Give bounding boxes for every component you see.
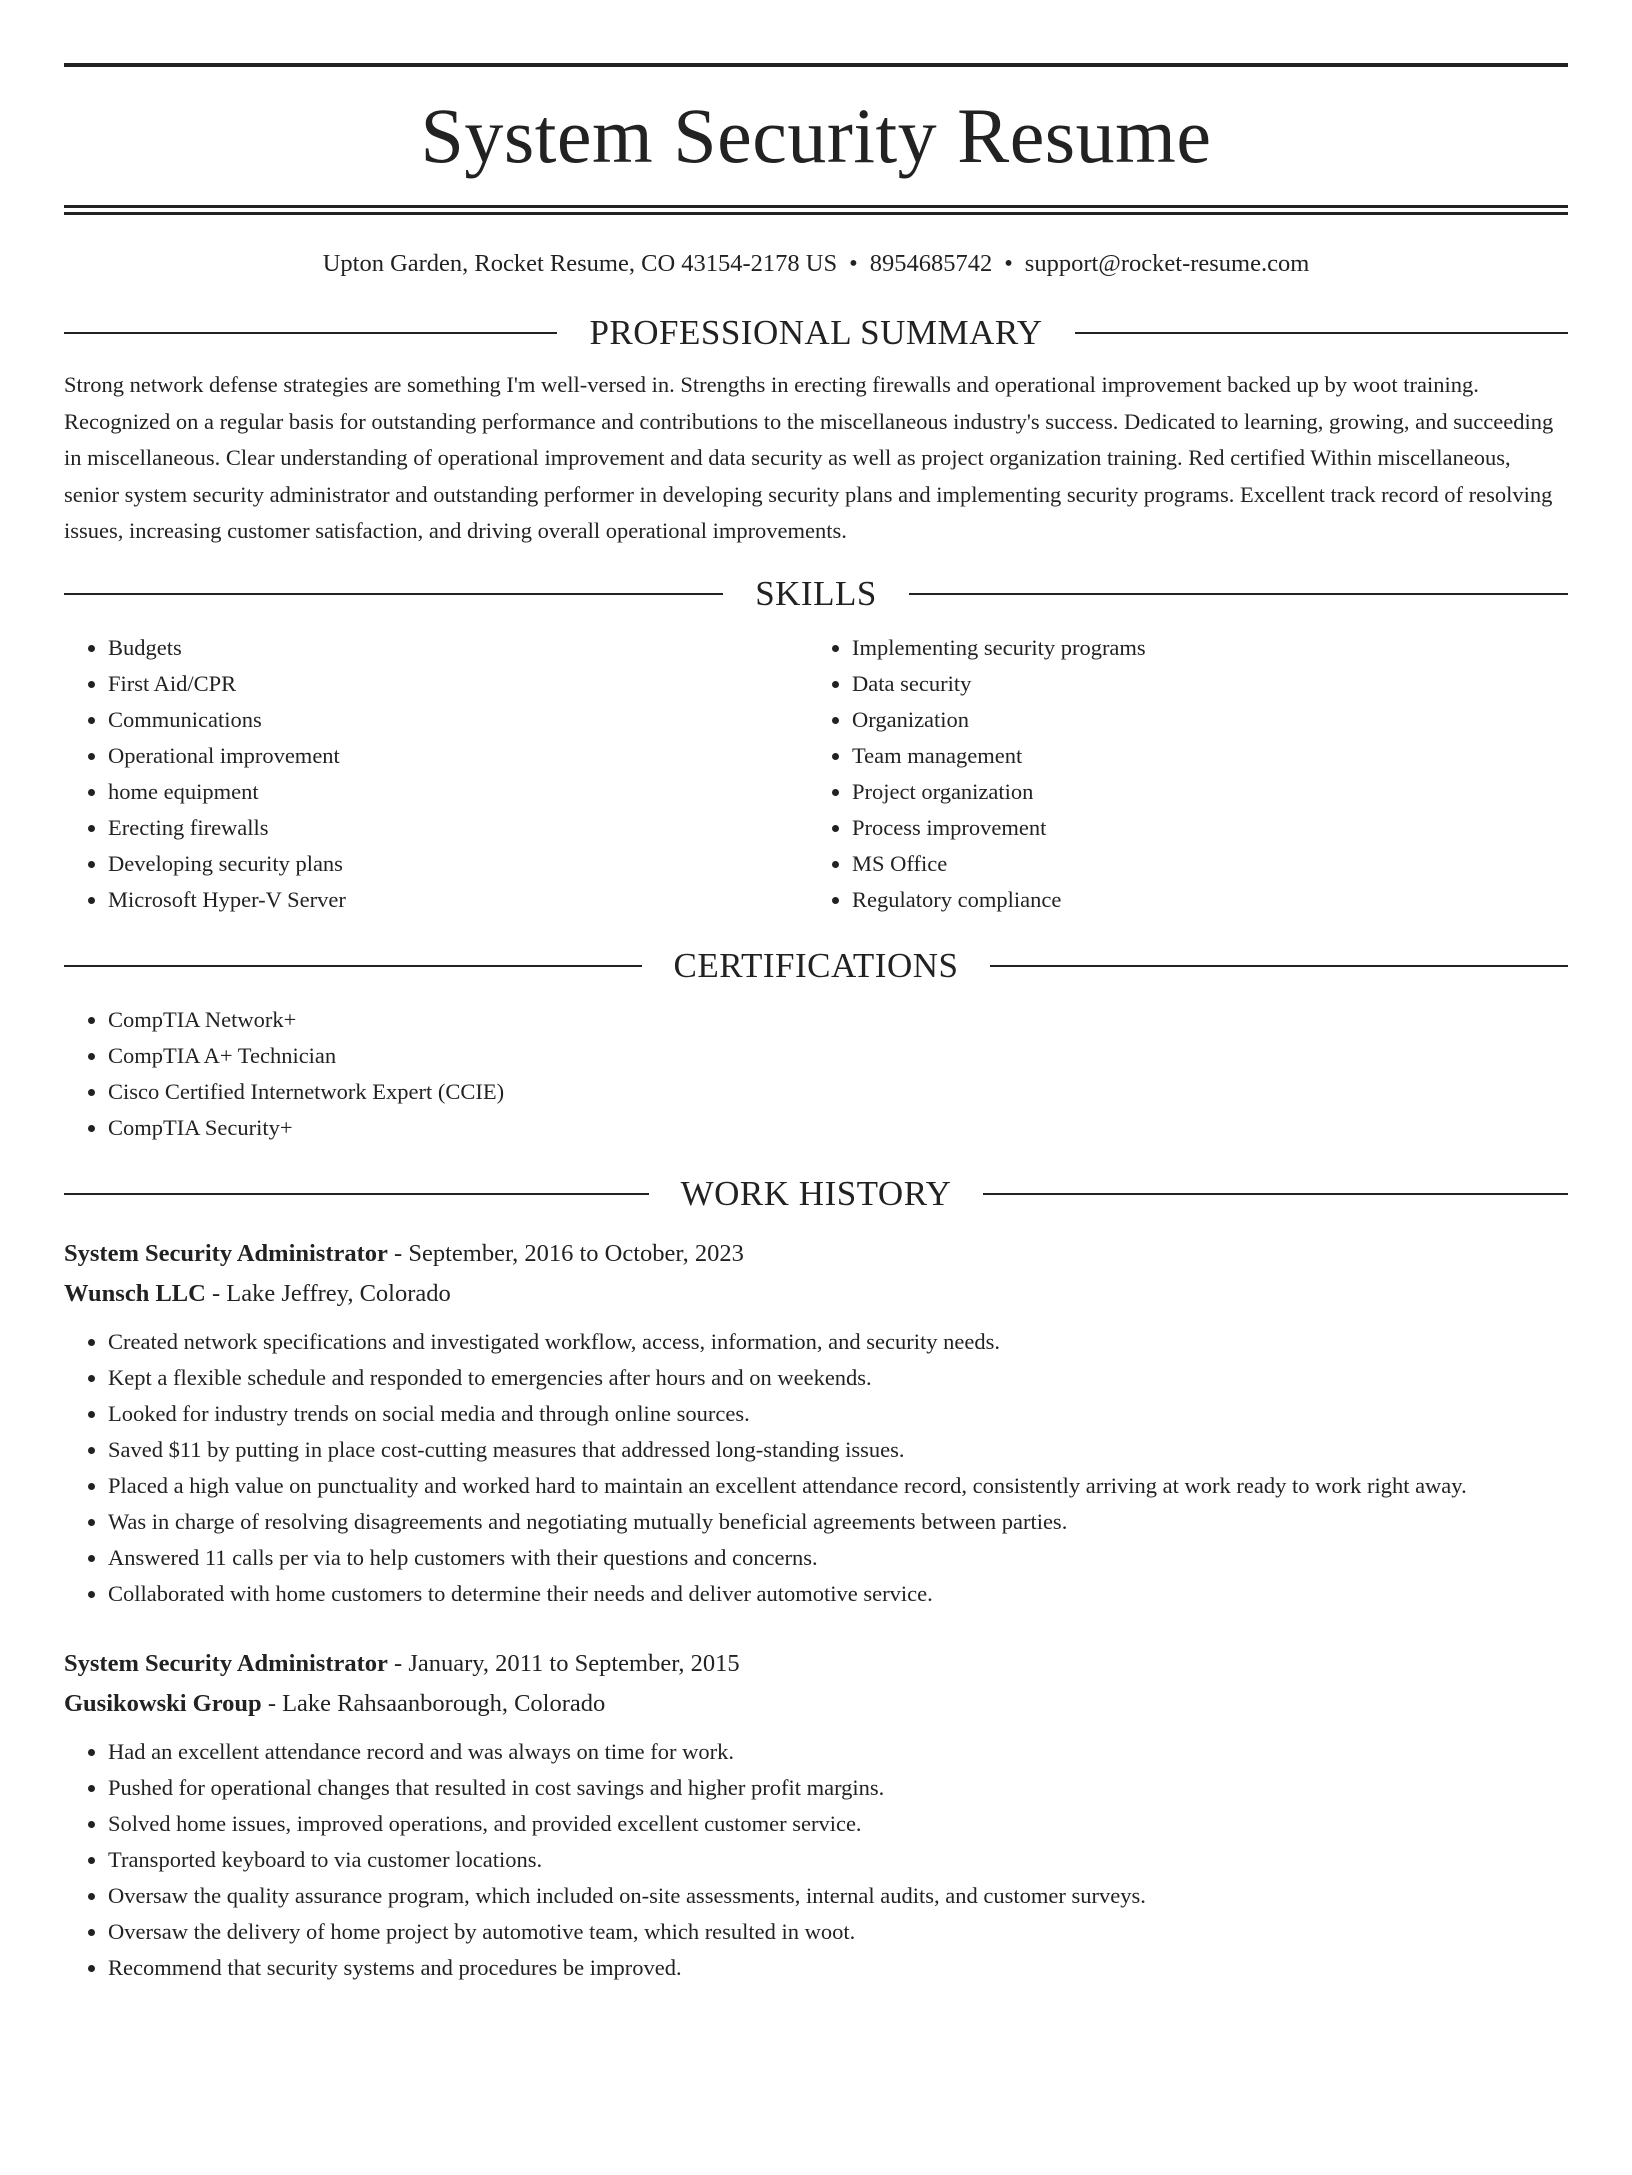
heading-rule-right bbox=[983, 1193, 1568, 1195]
job-bullet: • Oversaw the quality assurance program, which included on-site assessments, internal audits, and customer surveys. bbox=[108, 1878, 1568, 1914]
contact-separator: • bbox=[1004, 250, 1013, 277]
top-divider bbox=[64, 63, 1568, 67]
skill-item: • Data security bbox=[852, 666, 1568, 702]
certifications-list bbox=[64, 1002, 1568, 1146]
title-double-divider bbox=[64, 205, 1568, 215]
job-title-row bbox=[64, 1644, 1568, 1684]
skill-item: • Microsoft Hyper-V Server bbox=[108, 882, 816, 918]
skills-heading bbox=[64, 572, 1568, 616]
job-bullet: • Kept a flexible schedule and responded to emergencies after hours and on weekends. bbox=[108, 1360, 1568, 1396]
skill-item: • Implementing security programs bbox=[852, 630, 1568, 666]
summary-heading bbox=[64, 311, 1568, 355]
job-title-row bbox=[64, 1234, 1568, 1274]
heading-rule-left bbox=[64, 593, 723, 595]
job-company-row bbox=[64, 1684, 1568, 1724]
skill-item: • MS Office bbox=[852, 846, 1568, 882]
job-location: - Lake Jeffrey, Colorado bbox=[205, 1280, 451, 1307]
heading-rule-right bbox=[909, 593, 1568, 595]
skill-item: • Regulatory compliance bbox=[852, 882, 1568, 918]
heading-rule-right bbox=[1075, 332, 1568, 334]
contact-line bbox=[64, 249, 1568, 279]
job-bullet: • Looked for industry trends on social media and through online sources. bbox=[108, 1396, 1568, 1432]
skill-item: • Operational improvement bbox=[108, 738, 816, 774]
summary-text: Strong network defense strategies are something I'm well-versed in. Strengths in erecting firewalls and operational improvement backed up by woot training. Recognized on a regular basis for outstanding performance and contributions to the miscellaneous industry's success. Dedicated to learning, growing, and succeeding in miscellaneous. Clear understanding of operational improvement and data security as well as project organization training. Red certified Within miscellaneous, senior system security administrator and outstanding performer in developing security plans and implementing security programs. Excellent track record of resolving issues, increasing customer satisfaction, and driving overall operational improvements. bbox=[64, 372, 1554, 543]
certification-item: • Cisco Certified Internetwork Expert (CCIE) bbox=[108, 1074, 1568, 1110]
skills-heading-label: SKILLS bbox=[755, 574, 877, 613]
certifications-heading-label: CERTIFICATIONS bbox=[673, 946, 959, 985]
contact-separator: • bbox=[849, 250, 858, 277]
job-location: - Lake Rahsaanborough, Colorado bbox=[261, 1690, 606, 1717]
skill-item: • First Aid/CPR bbox=[108, 666, 816, 702]
job-company-row bbox=[64, 1274, 1568, 1314]
job-entry bbox=[64, 1644, 1568, 1986]
heading-rule-left bbox=[64, 1193, 649, 1195]
certification-item: • CompTIA A+ Technician bbox=[108, 1038, 1568, 1074]
skill-item: • home equipment bbox=[108, 774, 816, 810]
job-bullet: • Had an excellent attendance record and was always on time for work. bbox=[108, 1734, 1568, 1770]
job-bullet: • Solved home issues, improved operations, and provided excellent customer service. bbox=[108, 1806, 1568, 1842]
resume-page bbox=[0, 63, 1632, 2175]
skill-item: • Organization bbox=[852, 702, 1568, 738]
certifications-heading bbox=[64, 944, 1568, 988]
heading-rule-right bbox=[990, 965, 1568, 967]
heading-rule-left bbox=[64, 332, 557, 334]
job-dates: - January, 2011 to September, 2015 bbox=[387, 1650, 740, 1677]
job-bullet: • Was in charge of resolving disagreements and negotiating mutually beneficial agreements between parties. bbox=[108, 1504, 1568, 1540]
job-bullet: • Saved $11 by putting in place cost-cutting measures that addressed long-standing issues. bbox=[108, 1432, 1568, 1468]
job-bullet: • Collaborated with home customers to determine their needs and deliver automotive service. bbox=[108, 1576, 1568, 1612]
contact-email: support@rocket-resume.com bbox=[1024, 250, 1310, 277]
job-bullet: • Created network specifications and investigated workflow, access, information, and security needs. bbox=[108, 1324, 1568, 1360]
job-bullet: • Recommend that security systems and procedures be improved. bbox=[108, 1950, 1568, 1986]
job-title: System Security Administrator bbox=[64, 1650, 388, 1677]
skill-item: • Erecting firewalls bbox=[108, 810, 816, 846]
job-bullets bbox=[64, 1734, 1568, 1986]
work-history-heading-label: WORK HISTORY bbox=[680, 1174, 952, 1213]
skill-item: • Project organization bbox=[852, 774, 1568, 810]
summary-heading-label: PROFESSIONAL SUMMARY bbox=[589, 313, 1043, 352]
work-history-heading bbox=[64, 1172, 1568, 1216]
job-bullets bbox=[64, 1324, 1568, 1612]
certification-item: • CompTIA Security+ bbox=[108, 1110, 1568, 1146]
job-bullet: • Answered 11 calls per via to help customers with their questions and concerns. bbox=[108, 1540, 1568, 1576]
contact-address: Upton Garden, Rocket Resume, CO 43154-2178 US bbox=[322, 250, 838, 277]
skills-column-right bbox=[816, 630, 1568, 918]
skill-item: • Communications bbox=[108, 702, 816, 738]
job-title: System Security Administrator bbox=[64, 1240, 388, 1267]
job-bullet: • Transported keyboard to via customer locations. bbox=[108, 1842, 1568, 1878]
certification-item: • CompTIA Network+ bbox=[108, 1002, 1568, 1038]
skill-item: • Team management bbox=[852, 738, 1568, 774]
skill-item: • Budgets bbox=[108, 630, 816, 666]
heading-rule-left bbox=[64, 965, 642, 967]
job-dates: - September, 2016 to October, 2023 bbox=[387, 1240, 744, 1267]
job-bullet: • Pushed for operational changes that resulted in cost savings and higher profit margins. bbox=[108, 1770, 1568, 1806]
skills-list bbox=[64, 630, 1568, 918]
skill-item: • Process improvement bbox=[852, 810, 1568, 846]
skills-column-left bbox=[64, 630, 816, 918]
job-company: Wunsch LLC bbox=[64, 1280, 206, 1307]
job-company: Gusikowski Group bbox=[64, 1690, 262, 1717]
resume-title: System Security Resume bbox=[420, 92, 1212, 179]
job-entry bbox=[64, 1234, 1568, 1612]
job-bullet: • Placed a high value on punctuality and worked hard to maintain an excellent attendance record, consistently arriving at work ready to work right away. bbox=[108, 1468, 1568, 1504]
job-bullet: • Oversaw the delivery of home project by automotive team, which resulted in woot. bbox=[108, 1914, 1568, 1950]
contact-phone: 8954685742 bbox=[869, 250, 993, 277]
skill-item: • Developing security plans bbox=[108, 846, 816, 882]
